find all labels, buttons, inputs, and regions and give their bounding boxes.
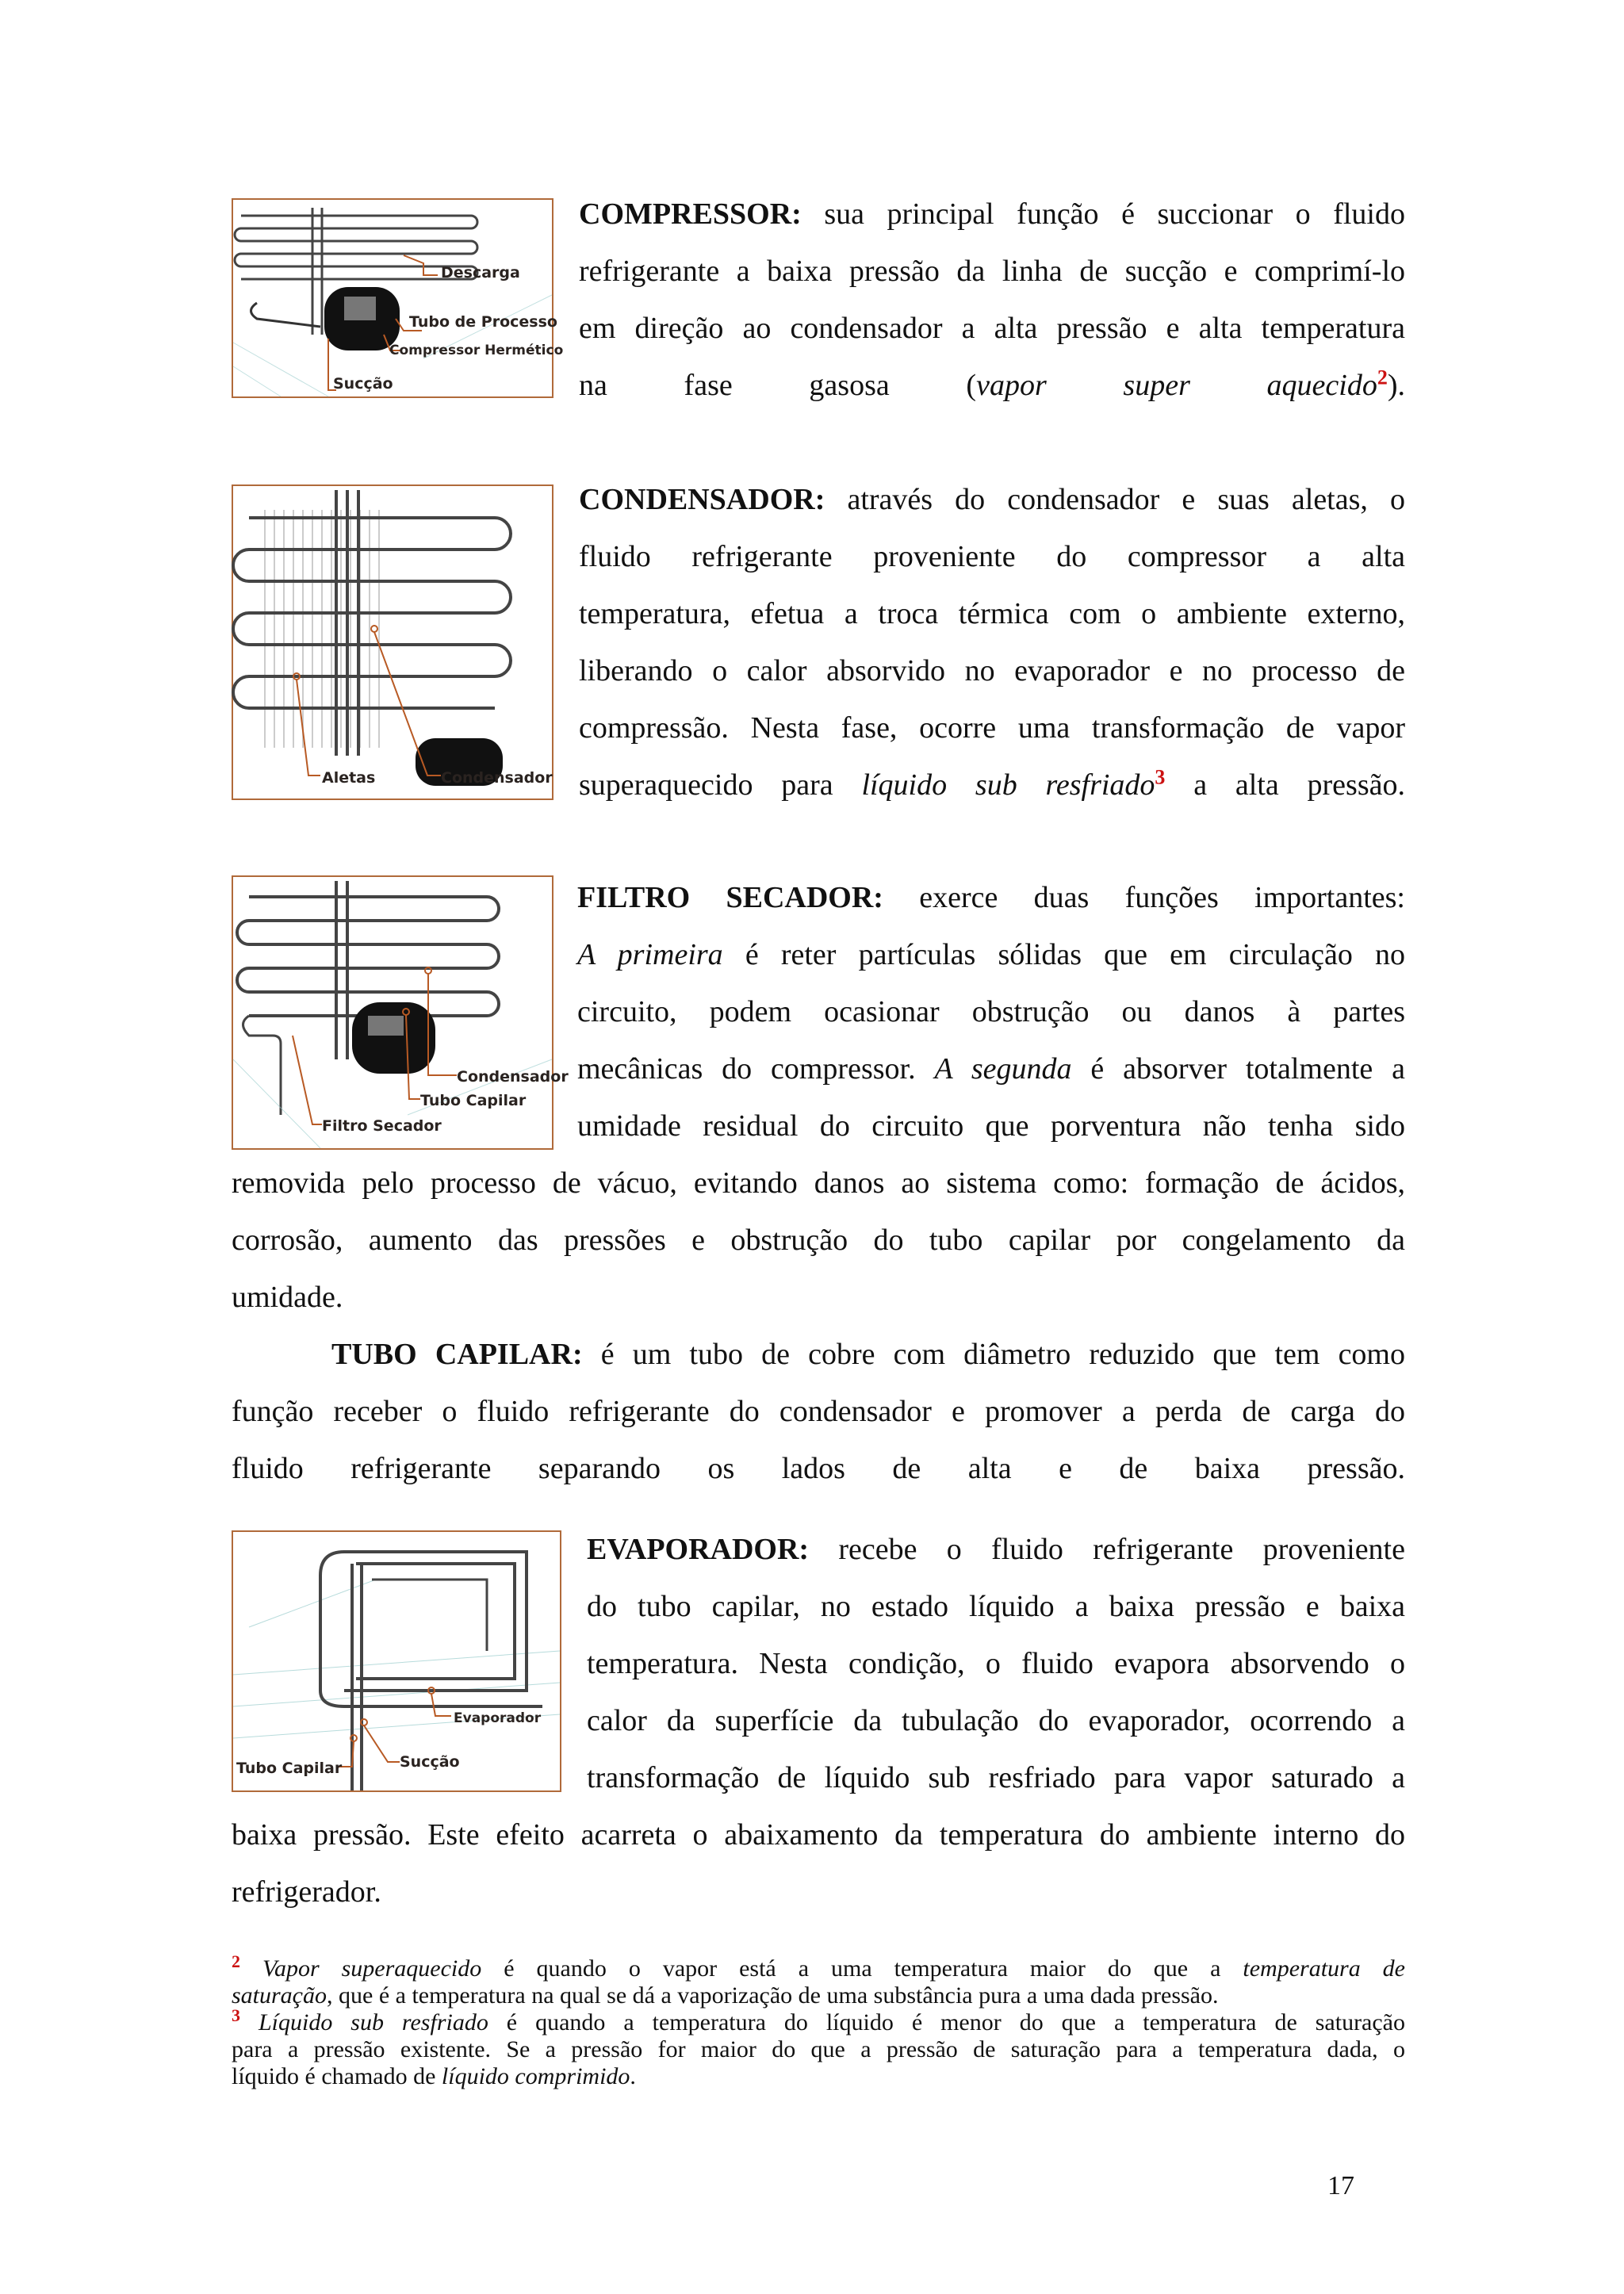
filtro-line: removida pelo processo de vácuo, evitando danos ao sistema como: formação de ácidos, <box>232 1166 1405 1200</box>
text-span: superaquecido para <box>579 768 862 802</box>
text-span: recebe o fluido refrigerante proveniente <box>809 1533 1405 1566</box>
emphasis: líquido sub resfriado <box>861 768 1155 802</box>
compressor-diagram <box>233 200 564 396</box>
tubo-line: função receber o fluido refrigerante do condensador e promover a perda de carga do <box>232 1395 1405 1428</box>
emphasis: vapor super aquecido <box>976 369 1377 402</box>
label-filtro-secador: Filtro Secador <box>322 1117 442 1135</box>
condensador-line: fluido refrigerante proveniente do compressor a alta <box>579 540 1405 573</box>
text-span: é quando o vapor está a uma temperatura maior do que a <box>481 1955 1243 1982</box>
label-evaporador: Evaporador <box>454 1710 542 1726</box>
label-tubo-capilar: Tubo Capilar <box>420 1092 527 1109</box>
condensador-line: liberando o calor absorvido no evaporador e no processo de <box>579 654 1405 687</box>
filtro-paragraph <box>232 869 1405 1326</box>
evaporador-line <box>587 1521 1405 1578</box>
text-span: é quando a temperatura do líquido é menor do que a temperatura de saturação <box>488 2009 1406 2035</box>
compressor-paragraph <box>579 186 1405 414</box>
emphasis: A segunda <box>934 1052 1072 1086</box>
compressor-line <box>579 357 1405 414</box>
condensador-line <box>579 471 1405 528</box>
condensador-line: compressão. Nesta fase, ocorre uma transformação de vapor <box>579 711 1405 745</box>
tubo-line: fluido refrigerante separando os lados de alta e de baixa pressão. <box>232 1452 1405 1485</box>
page-number: 17 <box>1327 2171 1354 2200</box>
evaporador-line: transformação de líquido sub resfriado para vapor saturado a <box>587 1761 1405 1794</box>
text-span: exerce duas funções importantes: <box>883 881 1405 914</box>
condensador-paragraph <box>579 471 1405 814</box>
text-span: a alta pressão. <box>1165 768 1405 802</box>
filtro-line: umidade residual do circuito que porventura não tenha sido <box>577 1109 1405 1143</box>
evaporador-line: temperatura. Nesta condição, o fluido evapora absorvendo o <box>587 1647 1405 1680</box>
emphasis: A primeira <box>577 938 723 971</box>
text-span: ). <box>1387 369 1405 402</box>
footnote-mark-3: 3 <box>232 2005 240 2025</box>
filtro-line: umidade. <box>232 1281 343 1314</box>
label-succao: Sucção <box>333 375 393 393</box>
condensador-line: temperatura, efetua a troca térmica com o ambiente externo, <box>579 597 1405 630</box>
label-succao: Sucção <box>400 1753 460 1771</box>
footnote-3-line <box>232 2005 1406 2036</box>
footnotes <box>232 1951 1406 2090</box>
filtro-term: FILTRO SECADOR: <box>577 881 883 914</box>
label-tubo-capilar: Tubo Capilar <box>236 1760 343 1777</box>
evaporador-paragraph <box>232 1521 1405 1921</box>
compressor-line: refrigerante a baixa pressão da linha de sucção e comprimí-lo <box>579 255 1405 288</box>
condensador-diagram <box>233 486 552 798</box>
footnote-2-line <box>232 1951 1405 1982</box>
tubo-paragraph <box>232 1326 1405 1497</box>
footnote-mark-2: 2 <box>232 1951 240 1971</box>
compressor-term: COMPRESSOR: <box>579 197 802 231</box>
compressor-line <box>579 186 1405 243</box>
footnote-3-line <box>232 2063 1405 2090</box>
label-condensador: Condensador <box>441 769 553 787</box>
filtro-line <box>577 1040 1405 1097</box>
compressor-line: em direção ao condensador a alta pressão e alta temperatura <box>579 312 1405 345</box>
text-span: , que é a temperatura na qual se dá a vaporização de uma substância pura a uma dada pressão. <box>327 1982 1219 2009</box>
text-span: mecânicas do compressor. <box>577 1052 935 1086</box>
condensador-term: CONDENSADOR: <box>579 483 825 516</box>
text-span: é reter partículas sólidas que em circulação no <box>722 938 1405 971</box>
emphasis: líquido comprimido <box>441 2063 630 2089</box>
evaporador-line: baixa pressão. Este efeito acarreta o abaixamento da temperatura do ambiente interno do <box>232 1818 1405 1852</box>
emphasis: saturação <box>232 1982 327 2009</box>
text-span: sua principal função é succionar o fluido <box>801 197 1405 231</box>
compressor-figure <box>232 198 564 398</box>
text-span: na fase gasosa ( <box>579 369 977 402</box>
emphasis: Vapor superaquecido <box>262 1955 482 1982</box>
condensador-line <box>579 756 1405 814</box>
emphasis: Líquido sub resfriado <box>258 2009 488 2035</box>
tubo-term: TUBO CAPILAR: <box>331 1338 583 1371</box>
evaporador-line: calor da superfície da tubulação do evaporador, ocorrendo a <box>587 1704 1405 1737</box>
text-span: . <box>630 2063 636 2089</box>
filtro-line: corrosão, aumento das pressões e obstrução do tubo capilar por congelamento da <box>232 1224 1405 1257</box>
tubo-line <box>232 1326 1405 1383</box>
evaporador-line: do tubo capilar, no estado líquido a baixa pressão e baixa <box>587 1590 1405 1623</box>
footnote-2-line <box>232 1982 1405 2009</box>
filtro-line: circuito, podem ocasionar obstrução ou danos à partes <box>577 995 1405 1028</box>
text-span: é absorver totalmente a <box>1071 1052 1406 1086</box>
emphasis: temperatura de <box>1243 1955 1405 1982</box>
filtro-line <box>232 869 1405 926</box>
evaporador-line: refrigerador. <box>232 1875 381 1909</box>
condensador-figure <box>232 484 553 800</box>
footnote-3-line: para a pressão existente. Se a pressão for maior do que a pressão de saturação para a temperatura dada, o <box>232 2036 1405 2062</box>
footnote-ref-3[interactable]: 3 <box>1155 765 1166 789</box>
label-tubo-processo: Tubo de Processo <box>409 313 557 331</box>
text-span: através do condensador e suas aletas, o <box>825 483 1405 516</box>
filtro-line <box>577 926 1405 983</box>
label-aletas: Aletas <box>322 769 376 787</box>
label-compressor-hermetico: Compressor Hermético <box>389 343 564 358</box>
footnote-ref-2[interactable]: 2 <box>1377 366 1388 389</box>
text-span: é um tubo de cobre com diâmetro reduzido que tem como <box>582 1338 1405 1371</box>
label-descarga: Descarga <box>441 264 520 281</box>
text-span: líquido é chamado de <box>232 2063 442 2089</box>
label-condensador: Condensador <box>457 1068 569 1086</box>
evaporador-term: EVAPORADOR: <box>587 1533 810 1566</box>
